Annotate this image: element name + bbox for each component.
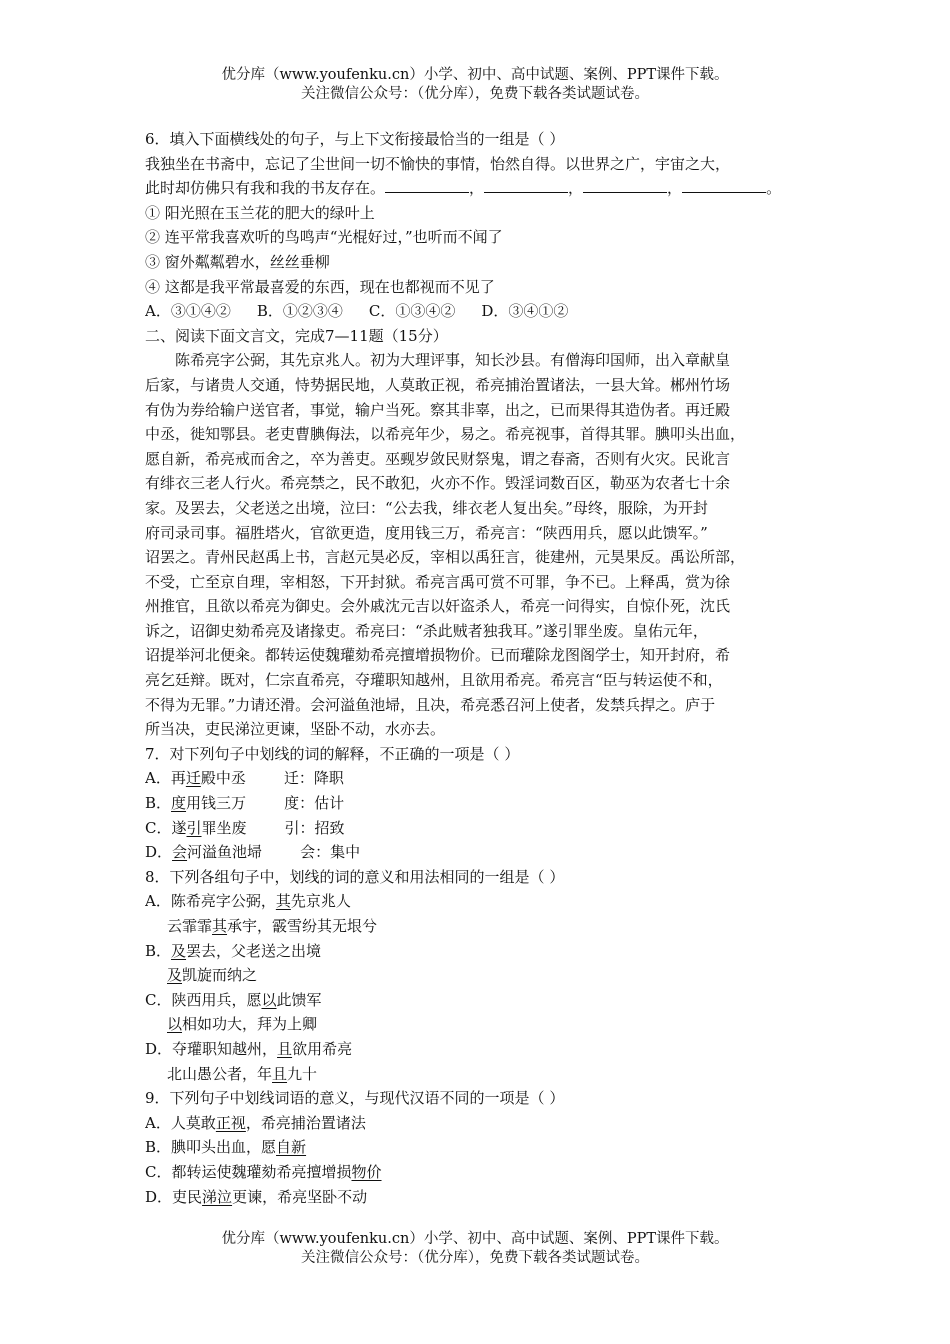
option-text: 北山愚公者，年	[167, 1064, 273, 1083]
q6-passage-line-2	[145, 176, 807, 201]
option-text: 此馈军	[276, 990, 322, 1009]
underlined-word: 且	[277, 1039, 293, 1058]
option-text: 罢去，父老送之出境	[186, 941, 322, 960]
q6-option-d: D．③④①②	[481, 302, 569, 321]
q6-passage-line-1: 我独坐在书斋中，忘记了尘世间一切不愉快的事情，怡然自得。以世界之广，宇宙之大，	[145, 154, 731, 173]
q8-option-c-line-2	[145, 1012, 807, 1037]
q6-option-b: B．①②③④	[256, 302, 343, 321]
option-gloss: 会：集中	[300, 843, 361, 862]
q8-option-b-line-2	[145, 963, 807, 988]
option-text: 更谏，希亮坚卧不动	[232, 1187, 368, 1206]
option-text: 都转运使魏瓘劾希亮擅增损	[171, 1162, 352, 1181]
fill-blank-2	[484, 178, 568, 193]
passage-line: 有绯衣三老人行火。希亮禁之，民不敢犯，火亦不作。毁淫词数百区，勒巫为农者七十余	[145, 474, 731, 493]
q6-item-1: ① 阳光照在玉兰花的肥大的绿叶上	[145, 203, 375, 222]
header-line-1: 优分库（www.youfenku.cn）小学、初中、高中试题、案例、PPT课件下载。	[221, 67, 729, 83]
q6-item-3: ③ 窗外粼粼碧水，丝丝垂柳	[145, 252, 330, 271]
q6-stem: 6．填入下面横线处的句子，与上下文衔接最恰当的一组是（ ）	[145, 130, 565, 148]
q6-item-4: ④ 这都是我平常最喜爱的东西，现在也都视而不见了	[145, 277, 495, 296]
passage-line: 中丞，徙知鄂县。老吏曹腆侮法，以希亮年少，易之。希亮视事，首得其罪。腆叩头出血，	[145, 425, 746, 444]
q7-option-d	[145, 840, 807, 865]
q6-passage-text: 此时却仿佛只有我和我的书友存在。	[145, 179, 386, 198]
q7-option-a	[145, 766, 807, 791]
underlined-word: 且	[272, 1064, 288, 1083]
underlined-word: 以	[261, 990, 277, 1009]
passage-line: 诏罢之。青州民赵禹上书，言赵元昊必反，宰相以禹狂言，徙建州，元昊果反。禹讼所部，	[145, 548, 746, 567]
passage-line: 州推官，且欲以希亮为御史。会外戚沈元吉以奸盗杀人，希亮一问得实，自惊仆死，沈氏	[145, 597, 731, 616]
blank-end: 。	[766, 179, 782, 198]
q7-option-b	[145, 791, 807, 816]
option-label: D．	[145, 1187, 173, 1206]
option-text: 腆叩头出血，愿	[171, 1138, 277, 1157]
option-text: 吏民	[172, 1187, 203, 1206]
option-label: C．	[145, 818, 172, 837]
option-text: 人莫敢	[170, 1113, 216, 1132]
q6-item-2: ② 连平常我喜欢听的鸟鸣声“光棍好过，”也听而不闻了	[145, 228, 503, 247]
underlined-word: 迁	[185, 769, 201, 788]
passage-line: 诏提举河北便籴。都转运使魏瓘劾希亮擅增损物价。已而瓘除龙图阁学士，知开封府，希	[145, 646, 731, 665]
option-text: 罪坐废	[201, 818, 247, 837]
option-text: 陕西用兵，愿	[171, 990, 262, 1009]
passage-line: 愿自新，希亮戒而舍之，卒为善吏。巫觋岁敛民财祭鬼，谓之春斋，否则有火灾。民讹言	[145, 449, 731, 468]
page-header	[0, 66, 950, 104]
option-text: 夺瓘职知越州，	[172, 1039, 278, 1058]
underlined-word: 自新	[276, 1138, 307, 1157]
q7-stem: 7．对下列句子中划线的词的解释，不正确的一项是（ ）	[145, 744, 520, 763]
q9-option-b	[145, 1135, 807, 1160]
option-text: 陈希亮字公弼，	[170, 892, 276, 911]
underlined-word: 其	[212, 917, 228, 935]
passage-line: 所当决，吏民涕泣更谏，坚卧不动，水亦去。	[145, 720, 446, 739]
option-label: B．	[145, 794, 172, 813]
underlined-word: 涕泣	[202, 1187, 233, 1206]
option-label: C．	[145, 990, 172, 1009]
fill-blank-1	[385, 178, 469, 193]
underlined-word: 以	[167, 1015, 183, 1034]
q8-option-a-line-2	[145, 914, 807, 939]
option-label: A．	[145, 892, 171, 911]
option-text: ，希亮捕治置诸法	[245, 1113, 366, 1132]
page-footer	[0, 1230, 950, 1268]
option-text: 相如功大，拜为上卿	[182, 1015, 318, 1034]
option-label: A．	[145, 769, 171, 788]
blank-separator: ，	[469, 179, 485, 198]
q9-option-d	[145, 1185, 807, 1210]
q6-options	[145, 299, 807, 324]
option-gloss: 迁：降职	[283, 769, 344, 788]
underlined-word: 会	[172, 843, 188, 862]
fill-blank-3	[583, 178, 667, 193]
blank-separator: ，	[667, 179, 683, 198]
option-text: 河溢鱼池埽	[187, 843, 263, 862]
q8-option-d-line-2	[145, 1062, 807, 1087]
option-gloss: 度：估计	[284, 794, 345, 813]
passage-line: 不得为无罪。”力请还滑。会河溢鱼池埽，且决，希亮悉召河上使者，发禁兵捍之。庐于	[145, 695, 716, 714]
underlined-word: 度	[171, 794, 187, 813]
option-label: D．	[145, 843, 173, 862]
footer-line-1: 优分库（www.youfenku.cn）小学、初中、高中试题、案例、PPT课件下载。	[221, 1231, 729, 1247]
option-text: 九十	[287, 1064, 318, 1083]
option-label: C．	[145, 1162, 172, 1181]
option-label: D．	[145, 1039, 173, 1058]
q8-option-c-line-1	[145, 988, 807, 1013]
header-line-2: 关注微信公众号：（优分库），免费下载各类试题试卷。	[301, 86, 649, 102]
footer-line-2: 关注微信公众号：（优分库），免费下载各类试题试卷。	[301, 1250, 649, 1266]
q8-option-d-line-1	[145, 1037, 807, 1062]
underlined-word: 物价	[351, 1162, 382, 1181]
q9-stem: 9．下列句子中划线词语的意义，与现代汉语不同的一项是（ ）	[145, 1089, 565, 1108]
option-text: 凯旋而纳之	[182, 966, 258, 985]
option-text: 欲用希亮	[292, 1039, 353, 1058]
passage-line: 陈希亮字公弼，其先京兆人。初为大理评事，知长沙县。有僧海印国师，出入章献皇	[175, 351, 731, 370]
underlined-word: 及	[171, 941, 187, 960]
passage-line: 诉之，诏御史劾希亮及诸掾吏。希亮曰：“杀此贼者独我耳。”遂引罪坐废。皇佑元年，	[145, 621, 708, 640]
passage-line: 亮乞廷辩。既对，仁宗直希亮，夺瓘职知越州，且欲用希亮。希亮言“臣与转运使不和，	[145, 671, 723, 690]
option-text: 用钱三万	[186, 794, 247, 813]
option-text: 云霏霏	[167, 917, 213, 935]
passage-line: 不受，亡至京自理，宰相怒，下开封狱。希亮言禹可赏不可罪，争不已。上释禹，赏为徐	[145, 572, 731, 591]
passage-line: 有伪为券给输户送官者，事觉，输户当死。察其非辜，出之，已而果得其造伪者。再迁殿	[145, 400, 731, 419]
q6-option-a: A．③①④②	[145, 302, 231, 321]
passage-line: 家。及罢去，父老送之出境，泣曰：“公去我，绯衣老人复出矣。”母终，服除，为开封	[145, 498, 708, 517]
q9-option-c	[145, 1160, 807, 1185]
document-body	[145, 127, 807, 1209]
option-text: 先京兆人	[290, 892, 351, 911]
q7-option-c	[145, 816, 807, 841]
underlined-word: 引	[186, 818, 202, 837]
underlined-word: 其	[275, 892, 291, 911]
section-2-title: 二、阅读下面文言文，完成7—11题（15分）	[145, 326, 448, 345]
q6-option-c: C．①③④②	[368, 302, 456, 321]
option-text: 再	[170, 769, 186, 788]
passage-line: 后家，与诸贵人交通，恃势据民地，人莫敢正视，希亮捕治置诸法，一县大耸。郴州竹场	[145, 375, 731, 394]
underlined-word: 正视	[215, 1113, 246, 1132]
option-text: 殿中丞	[200, 769, 246, 788]
option-label: A．	[145, 1113, 171, 1132]
option-gloss: 引：招致	[284, 818, 345, 837]
blank-separator: ，	[568, 179, 584, 198]
q8-option-b-line-1	[145, 939, 807, 964]
q9-option-a	[145, 1111, 807, 1136]
option-label: B．	[145, 1138, 172, 1157]
q8-stem: 8．下列各组句子中，划线的词的意义和用法相同的一组是（ ）	[145, 867, 565, 886]
option-text: 遂	[171, 818, 187, 837]
passage-line: 府司录司事。福胜塔火，官欲更造，度用钱三万，希亮言：“陕西用兵，愿以此馈军。”	[145, 523, 708, 542]
option-text: 承宇，霰雪纷其无垠兮	[227, 917, 378, 935]
q8-option-a-line-1	[145, 889, 807, 914]
fill-blank-4	[682, 178, 766, 193]
underlined-word: 及	[167, 966, 183, 985]
option-label: B．	[145, 941, 172, 960]
